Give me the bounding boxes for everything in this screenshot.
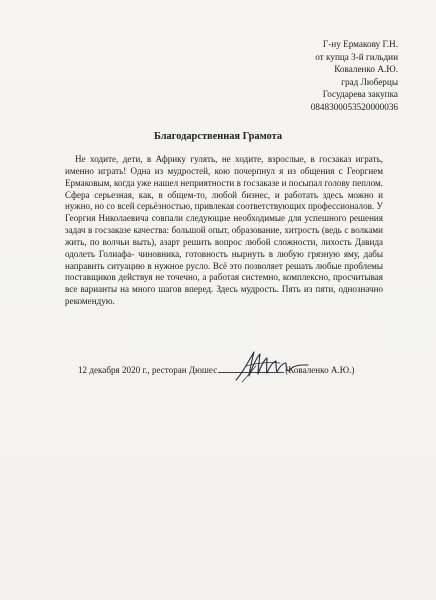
signer-name: (Коваленко А.Ю.) bbox=[285, 365, 355, 375]
addressee-line: град Люберцы bbox=[341, 76, 398, 87]
date-place: 12 декабря 2020 г., ресторан Дюшес bbox=[78, 365, 218, 375]
addressee-line: Государева закупка bbox=[322, 89, 398, 100]
document-title: Благодарственная Грамота bbox=[153, 131, 283, 142]
addressee-line: от купца 3-й гильдии bbox=[315, 51, 398, 62]
addressee-line: Коваленко А.Ю. bbox=[334, 64, 398, 75]
document-footer bbox=[78, 365, 354, 375]
addressee-block bbox=[311, 38, 398, 114]
handwritten-signature bbox=[232, 346, 312, 386]
addressee-line: 0848300053520000036 bbox=[310, 101, 398, 112]
addressee-line: Г-ну Ермакову Г.Н. bbox=[322, 39, 398, 49]
body-paragraph: Не ходите, дети, в Африку гулять, не ходите, взрослые, в госзаказ играть, именно играть! Одна из мудростей, кою почерпнул я из общения с Георгием Ермаковым, когда уже нашел неприятности в госзаказе и посыпал голову пеплом. Сфера серьезная, как, в общем-то, любой бизнес, и работать здесь можно и нужно, но со всей серьёзностью, привлекая соответствующих профессионалов. У Георгия Николаевича совпали следующие необходимые для успешного решения задач в госзаказе качества: большой опыт, образование, хитрость (ведь с волками жить, по волчьи выть), азарт решить вопрос любой сложности, лихость Давида одолеть Голиафа- чиновника, готовность нырнуть в любую грязную яму, дабы направить ситуацию в нужное русло. Всё это позволяет решать любые проблемы поставщиков действуя не точечно, а работая системно, комплексно, просчитывая все варианты на много шагов вперед. Здесь мудрость. Пять из пяти, однозначно рекомендую. bbox=[65, 154, 383, 307]
document-body bbox=[65, 154, 383, 308]
